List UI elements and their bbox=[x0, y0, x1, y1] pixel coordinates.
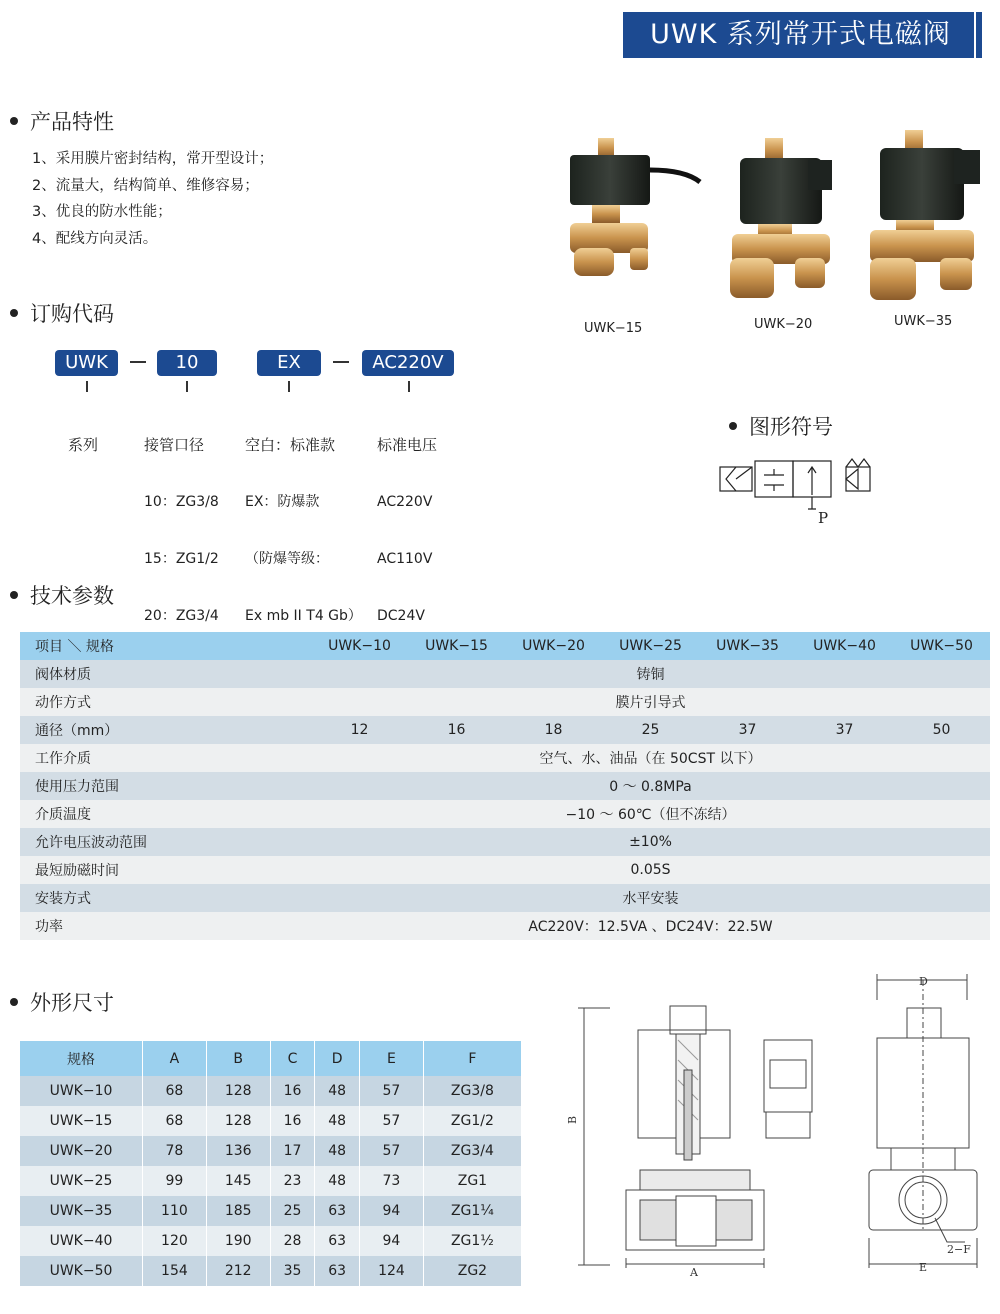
table-header-cell: UWK−50 bbox=[893, 632, 990, 660]
tech-table bbox=[20, 632, 990, 940]
table-cell: UWK−10 bbox=[20, 1076, 143, 1106]
table-cell: 185 bbox=[206, 1196, 270, 1226]
table-cell: 25 bbox=[270, 1196, 315, 1226]
valve-photo-uwk-35 bbox=[870, 130, 980, 300]
code-col-voltage bbox=[377, 398, 437, 645]
table-cell: UWK−15 bbox=[20, 1106, 143, 1136]
table-row bbox=[20, 744, 990, 772]
table-cell: 128 bbox=[206, 1076, 270, 1106]
code-tick bbox=[288, 381, 290, 392]
table-header-cell: UWK−40 bbox=[796, 632, 893, 660]
table-header-cell: UWK−20 bbox=[505, 632, 602, 660]
table-cell: 212 bbox=[206, 1256, 270, 1286]
table-cell: 16 bbox=[270, 1106, 315, 1136]
code-box-size: 10 bbox=[157, 350, 217, 376]
row-value: 37 bbox=[699, 716, 796, 744]
table-cell: 28 bbox=[270, 1226, 315, 1256]
row-value: 50 bbox=[893, 716, 990, 744]
table-cell: UWK−35 bbox=[20, 1196, 143, 1226]
dimension-table bbox=[20, 1041, 521, 1286]
feature-list bbox=[32, 146, 273, 252]
table-cell: 57 bbox=[360, 1106, 424, 1136]
row-label: 阀体材质 bbox=[20, 660, 311, 688]
table-header-cell: F bbox=[423, 1041, 521, 1076]
table-row bbox=[20, 1166, 521, 1196]
code-option: 10：ZG3/8 bbox=[144, 494, 219, 510]
table-row bbox=[20, 1256, 521, 1286]
dim-label-a: A bbox=[690, 1266, 698, 1279]
table-cell: 63 bbox=[315, 1196, 360, 1226]
code-col-series bbox=[68, 398, 98, 474]
row-label: 动作方式 bbox=[20, 688, 311, 716]
bullet-icon bbox=[10, 117, 18, 125]
code-col-head: 空白：标准款 bbox=[245, 436, 336, 454]
table-cell: 57 bbox=[360, 1136, 424, 1166]
table-cell: 48 bbox=[315, 1076, 360, 1106]
dim-label-e: E bbox=[919, 1261, 928, 1274]
table-cell: 63 bbox=[315, 1256, 360, 1286]
code-option: EX：防爆款 bbox=[245, 494, 320, 510]
feature-item: 3、优良的防水性能； bbox=[32, 204, 172, 220]
table-row bbox=[20, 1226, 521, 1256]
product-label: UWK−15 bbox=[584, 321, 643, 336]
table-cell: 17 bbox=[270, 1136, 315, 1166]
table-header-cell: D bbox=[315, 1041, 360, 1076]
table-header-cell: E bbox=[360, 1041, 424, 1076]
row-value: 0.05S bbox=[311, 856, 990, 884]
row-label: 安装方式 bbox=[20, 884, 311, 912]
row-value: 空气、水、油品（在 50CST 以下） bbox=[311, 744, 990, 772]
product-label: UWK−35 bbox=[894, 314, 953, 329]
bullet-icon bbox=[10, 309, 18, 317]
row-value: 膜片引导式 bbox=[311, 688, 990, 716]
feature-item: 2、流量大，结构简单、维修容易； bbox=[32, 177, 259, 194]
dim-label-b: B bbox=[566, 1115, 579, 1124]
table-header-cell: UWK−15 bbox=[408, 632, 505, 660]
table-row bbox=[20, 912, 990, 940]
valve-photo-uwk-15 bbox=[570, 138, 700, 276]
table-cell: 94 bbox=[360, 1196, 424, 1226]
dim-label-f: 2−F bbox=[947, 1243, 971, 1256]
code-col-head: 接管口径 bbox=[144, 436, 205, 454]
code-col-head: 标准电压 bbox=[377, 436, 438, 454]
table-cell: 48 bbox=[315, 1106, 360, 1136]
row-value: AC220V：12.5VA 、DC24V：22.5W bbox=[311, 912, 990, 940]
row-value: 16 bbox=[408, 716, 505, 744]
table-cell: ZG3/8 bbox=[423, 1076, 521, 1106]
valve-photo-uwk-20 bbox=[730, 138, 832, 298]
table-row bbox=[20, 688, 990, 716]
table-cell: 16 bbox=[270, 1076, 315, 1106]
code-box-series: UWK bbox=[55, 350, 118, 376]
row-value: 水平安装 bbox=[311, 884, 990, 912]
table-header-cell: A bbox=[143, 1041, 207, 1076]
code-option: 20：ZG3/4 bbox=[144, 608, 219, 624]
feature-item: 4、配线方向灵活。 bbox=[32, 230, 158, 247]
table-row bbox=[20, 716, 990, 744]
table-cell: 154 bbox=[143, 1256, 207, 1286]
row-label: 功率 bbox=[20, 912, 311, 940]
table-cell: ZG1 bbox=[423, 1166, 521, 1196]
table-row bbox=[20, 884, 990, 912]
table-cell: 145 bbox=[206, 1166, 270, 1196]
side-view-drawing bbox=[855, 970, 995, 1275]
table-row bbox=[20, 828, 990, 856]
section-features bbox=[10, 106, 114, 136]
section-order-code bbox=[10, 298, 114, 328]
table-cell: 136 bbox=[206, 1136, 270, 1166]
section-symbol bbox=[729, 411, 833, 441]
table-row bbox=[20, 772, 990, 800]
product-photos bbox=[560, 130, 990, 310]
section-features-label: 产品特性 bbox=[30, 110, 114, 134]
row-value: 0 ～ 0.8MPa bbox=[311, 772, 990, 800]
title-edge-decoration bbox=[974, 12, 982, 58]
table-row bbox=[20, 1196, 521, 1226]
table-row bbox=[20, 1076, 521, 1106]
symbol-port-label: P bbox=[818, 509, 829, 527]
section-dimensions-label: 外形尺寸 bbox=[30, 991, 114, 1015]
table-header-row bbox=[20, 1041, 521, 1076]
table-cell: 78 bbox=[143, 1136, 207, 1166]
code-option: AC110V bbox=[377, 551, 433, 567]
section-tech-label: 技术参数 bbox=[30, 584, 114, 608]
code-option: （防爆等级： bbox=[245, 551, 329, 567]
feature-item: 1、采用膜片密封结构，常开型设计； bbox=[32, 151, 274, 167]
section-tech bbox=[10, 580, 114, 610]
table-cell: ZG1/2 bbox=[423, 1106, 521, 1136]
table-cell: 120 bbox=[143, 1226, 207, 1256]
code-option: Ex mb II T4 Gb） bbox=[245, 608, 362, 624]
table-header-cell: 项目 ＼ 规格 bbox=[20, 632, 311, 660]
row-value: 25 bbox=[602, 716, 699, 744]
bullet-icon bbox=[729, 422, 737, 430]
table-cell: UWK−40 bbox=[20, 1226, 143, 1256]
table-header-cell: UWK−10 bbox=[311, 632, 408, 660]
code-col-head: 系列 bbox=[68, 436, 99, 454]
table-cell: ZG1¼ bbox=[423, 1196, 521, 1226]
code-separator bbox=[333, 361, 349, 363]
code-option: DC24V bbox=[377, 608, 425, 624]
section-symbol-label: 图形符号 bbox=[749, 415, 833, 439]
code-tick bbox=[86, 381, 88, 392]
valve-symbol-diagram bbox=[718, 455, 878, 530]
table-row bbox=[20, 1136, 521, 1166]
table-row bbox=[20, 660, 990, 688]
table-cell: 73 bbox=[360, 1166, 424, 1196]
table-cell: UWK−50 bbox=[20, 1256, 143, 1286]
section-dimensions bbox=[10, 987, 114, 1017]
table-header-cell: UWK−35 bbox=[699, 632, 796, 660]
table-cell: 68 bbox=[143, 1106, 207, 1136]
bullet-icon bbox=[10, 998, 18, 1006]
code-separator bbox=[130, 361, 146, 363]
row-value: −10 ～ 60℃（但不冻结） bbox=[311, 800, 990, 828]
table-cell: 48 bbox=[315, 1136, 360, 1166]
table-cell: 128 bbox=[206, 1106, 270, 1136]
row-value: 18 bbox=[505, 716, 602, 744]
table-cell: 124 bbox=[360, 1256, 424, 1286]
section-view-drawing bbox=[566, 1000, 830, 1279]
table-cell: UWK−20 bbox=[20, 1136, 143, 1166]
table-cell: 94 bbox=[360, 1226, 424, 1256]
table-cell: 57 bbox=[360, 1076, 424, 1106]
table-row bbox=[20, 1106, 521, 1136]
section-order-code-label: 订购代码 bbox=[30, 302, 114, 326]
dim-label-d: D bbox=[919, 975, 928, 988]
row-value: 12 bbox=[311, 716, 408, 744]
table-cell: 35 bbox=[270, 1256, 315, 1286]
row-label: 允许电压波动范围 bbox=[20, 828, 311, 856]
row-label: 通径（mm） bbox=[20, 716, 311, 744]
table-row bbox=[20, 856, 990, 884]
table-cell: 63 bbox=[315, 1226, 360, 1256]
table-header-cell: UWK−25 bbox=[602, 632, 699, 660]
table-cell: 99 bbox=[143, 1166, 207, 1196]
table-header-row bbox=[20, 632, 990, 660]
code-box-type: EX bbox=[257, 350, 321, 376]
row-label: 介质温度 bbox=[20, 800, 311, 828]
product-label: UWK−20 bbox=[754, 317, 813, 332]
row-value: 37 bbox=[796, 716, 893, 744]
table-cell: 190 bbox=[206, 1226, 270, 1256]
table-cell: 23 bbox=[270, 1166, 315, 1196]
table-cell: 68 bbox=[143, 1076, 207, 1106]
code-col-type bbox=[245, 398, 362, 645]
code-tick bbox=[408, 381, 410, 392]
code-option: AC220V bbox=[377, 494, 433, 510]
table-row bbox=[20, 800, 990, 828]
bullet-icon bbox=[10, 591, 18, 599]
table-cell: 48 bbox=[315, 1166, 360, 1196]
table-header-cell: 规格 bbox=[20, 1041, 143, 1076]
table-header-cell: B bbox=[206, 1041, 270, 1076]
table-cell: ZG3/4 bbox=[423, 1136, 521, 1166]
table-header-cell: C bbox=[270, 1041, 315, 1076]
table-cell: UWK−25 bbox=[20, 1166, 143, 1196]
row-value: ±10% bbox=[311, 828, 990, 856]
row-value: 铸铜 bbox=[311, 660, 990, 688]
row-label: 使用压力范围 bbox=[20, 772, 311, 800]
page-title: UWK 系列常开式电磁阀 bbox=[623, 12, 978, 58]
table-cell: 110 bbox=[143, 1196, 207, 1226]
row-label: 最短励磁时间 bbox=[20, 856, 311, 884]
code-option: 15：ZG1/2 bbox=[144, 551, 219, 567]
table-cell: ZG1½ bbox=[423, 1226, 521, 1256]
code-box-voltage: AC220V bbox=[362, 350, 454, 376]
row-label: 工作介质 bbox=[20, 744, 311, 772]
table-cell: ZG2 bbox=[423, 1256, 521, 1286]
code-tick bbox=[186, 381, 188, 392]
